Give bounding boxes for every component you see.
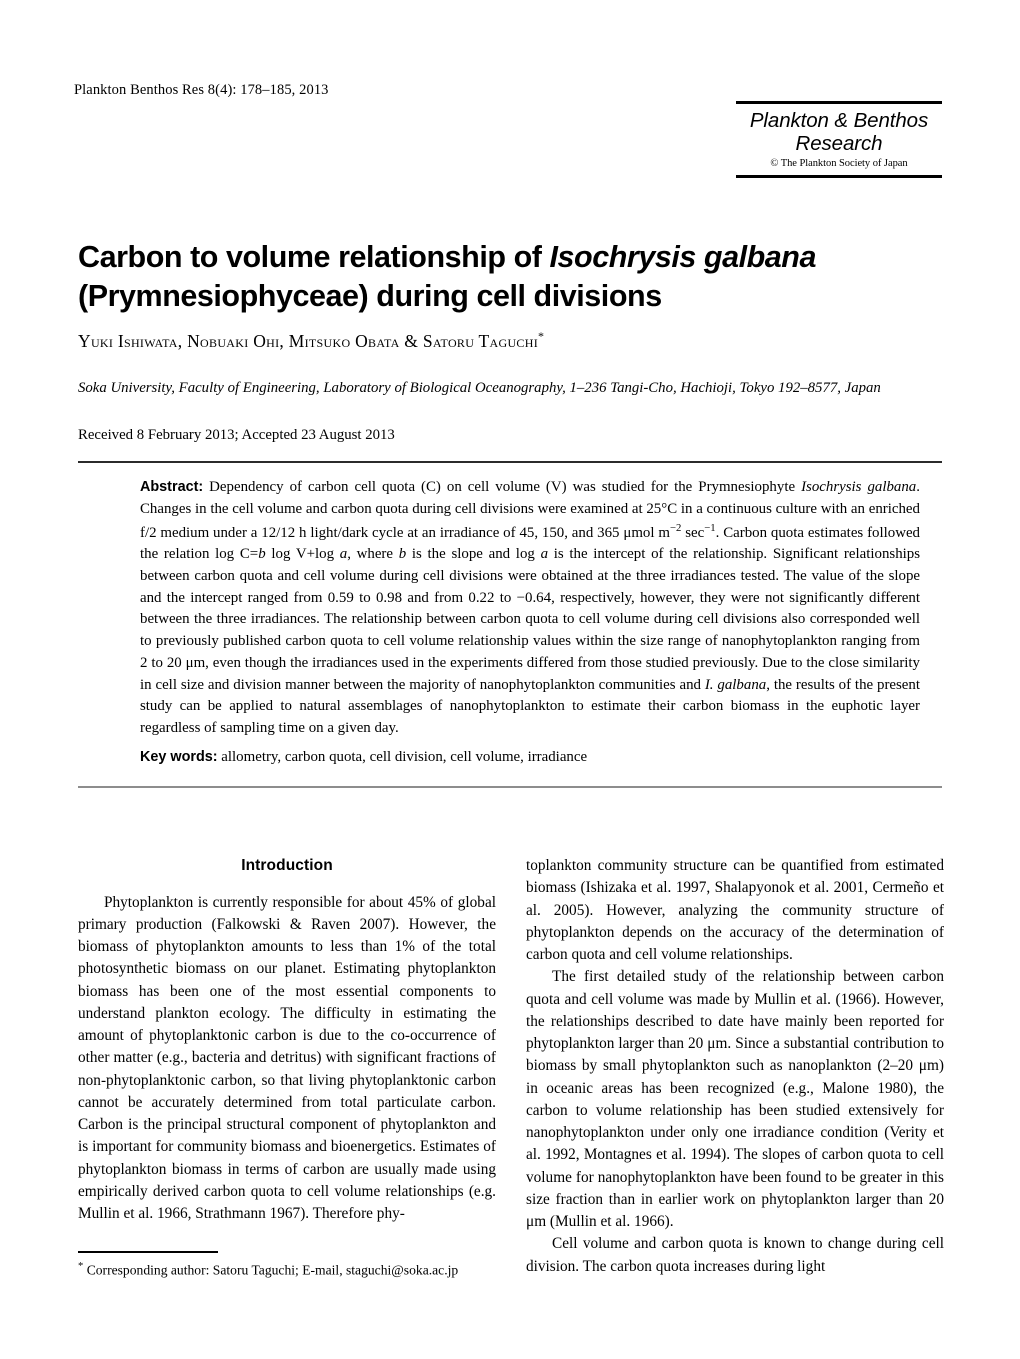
journal-rule-bottom (736, 175, 942, 178)
author-list (78, 329, 938, 352)
abstract-bottom-rule (78, 786, 942, 788)
journal-name-line1: Plankton & Benthos (749, 109, 929, 132)
title-species-name: Isochrysis galbana (549, 240, 817, 275)
abstract-label: Abstract: (140, 479, 204, 495)
journal-name (736, 104, 942, 155)
paragraph: Cell volume and carbon quota is known to change during cell division. The carbon quota increases during light (526, 1235, 944, 1275)
keywords-label: Key words: (140, 749, 218, 765)
section-heading-introduction: Introduction (241, 857, 333, 874)
abstract-exponent-1: −2 (669, 521, 682, 534)
abstract-text-e: log V+log (265, 546, 340, 563)
abstract-var-b-1: b (258, 546, 266, 563)
abstract-var-a-2: a (540, 546, 549, 563)
title-line1-text: Carbon to volume relationship of (78, 240, 550, 275)
abstract-text-h: is the intercept of the relationship. Significant relationships between carbon quota and cell volume during cell divisions were obtained at the three irradiances tested. The value of the slope and the intercept ranged from 0.59 to 0.98 and from 0.22 to −0.64, respectively, however, they were not significantly different between the three irradiances. The relationship between carbon quota to cell volume during cell divisions also corresponded well to previously published carbon quota to cell volume relationship values within the size range of nanophytoplankton ranging from 2 to 20 μm, even though the irradiances used in the experiments differed from those studied previously. Due to the close similarity in cell size and division manner between the majority of nanophytoplankton communities and (140, 546, 921, 693)
corresponding-author-footnote (78, 1260, 498, 1280)
body-column-right (526, 855, 944, 1278)
keywords-text: allometry, carbon quota, cell division, cell volume, irradiance (217, 749, 588, 765)
abstract-exponent-2: −1 (704, 521, 716, 534)
keywords (140, 749, 920, 766)
abstract-text-a: Dependency of carbon cell quota (C) on cell volume (V) was studied for the Prymnesiophyte (203, 479, 802, 495)
footnote-rule (78, 1251, 218, 1253)
author-names: Yuki Ishiwata, Nobuaki Ohi, Mitsuko Obata & Satoru Taguchi (78, 330, 538, 351)
affiliation: Soka University, Faculty of Engineering, Laboratory of Biological Oceanography, 1–236 Tangi-Cho, Hachioji, Tokyo 192–8577, Japan (78, 380, 881, 396)
abstract-text-d: . Carbon quota estimates followed the relation log C= (140, 524, 921, 563)
abstract-text-f: , where (347, 546, 399, 563)
abstract-species-1: Isochrysis galbana (801, 479, 917, 495)
abstract-species-2: I. galbana (704, 676, 767, 693)
abstract-text-c: sec (681, 524, 705, 541)
journal-logo (736, 101, 942, 178)
footnote-marker: * (78, 1261, 84, 1272)
journal-name-line2: Research (795, 132, 883, 156)
title-line2: (Prymnesiophyceae) during cell divisions (78, 279, 662, 314)
corresponding-author-marker: * (538, 329, 545, 343)
running-head: Plankton Benthos Res 8(4): 178–185, 2013 (74, 82, 329, 98)
paragraph: The first detailed study of the relationship between carbon quota and cell volume was made by Mullin et al. (1966). However, the relationships described to date have mainly been reported for phytoplankton larger than 20 μm. Since a substantial contribution to biomass by small phytoplankton such as nanoplankton (2–20 μm) in oceanic areas has been recognized (e.g., Malone 1980), the carbon to volume relationship has been studied extensively for nanophytoplankton under only one irradiance condition (Verity et al. 1992, Montagnes et al. 1994). The slopes of carbon quota to cell volume for nanophytoplankton have been found to be greater in this size fraction than in earlier work on phytoplankton larger than 20 μm (Mullin et al. 1966). (526, 968, 944, 1230)
paragraph: Phytoplankton is currently responsible for about 45% of global primary production (Falkowski & Raven 2007). However, the biomass of phytoplankton amounts to less than 1% of the total photosynthetic biomass on our planet. Estimating phytoplankton biomass has been one of the most essential components to understand plankton ecology. The difficulty in estimating the amount of phytoplanktonic carbon is due to the co-occurrence of other matter (e.g., bacteria and detritus) with significant fractions of non-phytoplanktonic carbon, so that living phytoplanktonic carbon cannot be accurately determined from total particulate carbon. Carbon is the principal structural component of phytoplankton and is important for community biomass and bioenergetics. Estimates of phytoplankton biomass in terms of carbon are usually made using empirically derived carbon quota to cell volume relationships (e.g. Mullin et al. 1966, Strathmann 1967). Therefore phy- (78, 893, 496, 1223)
abstract-text-b: . Changes in the cell volume and carbon quota during cell divisions were examined at 25°C in a continuous culture with an enriched f/2 medium under a 12/12 h light/dark cycle at an irradiance of 45, 150, and 365 μmol m (140, 479, 920, 541)
abstract-top-rule (78, 461, 942, 463)
journal-society: © The Plankton Society of Japan (770, 158, 908, 170)
body-column-left (78, 855, 496, 1225)
paragraph: toplankton community structure can be quantified from estimated biomass (Ishizaka et al. 1997, Shalapyonok et al. 2001, Cermeño et al. 2005). However, analyzing the community structure of phytoplankton depends on the accuracy of the determination of carbon quota and cell volume relationships. (526, 857, 944, 963)
abstract (140, 477, 920, 740)
abstract-text-g: is the slope and log (406, 546, 541, 563)
abstract-var-b-2: b (398, 546, 407, 563)
page-title (78, 238, 958, 316)
abstract-text-i: , the results of the present study can be applied to natural assemblages of nanophytoplankton to estimate their carbon biomass in the euphotic layer regardless of sampling time on a given day. (140, 676, 920, 737)
abstract-var-a-1: a (339, 546, 348, 563)
footnote-text: Corresponding author: Satoru Taguchi; E-mail, staguchi@soka.ac.jp (83, 1262, 459, 1278)
received-accepted-dates: Received 8 February 2013; Accepted 23 August 2013 (78, 427, 395, 443)
